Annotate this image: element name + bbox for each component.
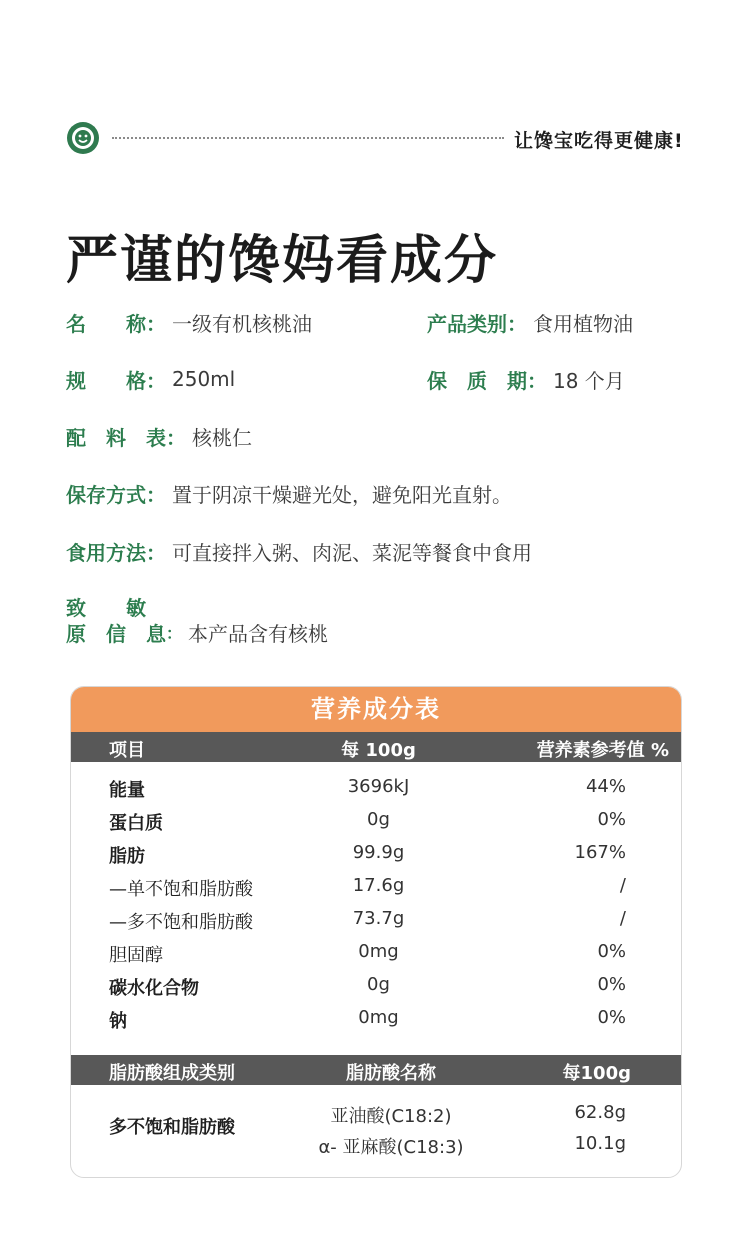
- table-row: 胆固醇 0mg 0%: [109, 941, 626, 966]
- table-row: 能量 3696kJ 44%: [109, 776, 626, 801]
- info-label: 产品类别: [427, 311, 507, 336]
- column-header: 每100g: [562, 1063, 631, 1084]
- dotted-divider: [112, 137, 504, 139]
- table-title: 营养成分表: [71, 687, 681, 732]
- column-header: 脂肪酸名称: [346, 1063, 436, 1084]
- info-label: 保 质 期: [427, 368, 527, 393]
- column-header: 每 100g: [341, 740, 416, 761]
- fatty-acid-body: [71, 1085, 681, 1178]
- info-allergen-row: 原 信 息 ： 本产品含有核桃: [66, 618, 328, 647]
- info-storage-row: 保存方式 ： 置于阴凉干燥避光处，避免阳光直射。: [66, 478, 512, 508]
- table-row: 脂肪 99.9g 167%: [109, 842, 626, 867]
- fat-category: 多不饱和脂肪酸: [109, 1117, 235, 1138]
- info-label: 规 格: [66, 368, 146, 393]
- table-row: α- 亚麻酸(C18:3) 10.1g: [318, 1133, 626, 1158]
- info-value: 置于阴凉干燥避光处，避免阳光直射。: [172, 482, 512, 507]
- info-label: 致 敏: [66, 596, 146, 620]
- info-label: 原 信 息: [66, 622, 166, 646]
- info-usage-row: 食用方法 ： 可直接拌入粥、肉泥、菜泥等餐食中食用: [66, 536, 532, 566]
- column-header: 营养素参考值 %: [536, 740, 669, 761]
- nutrition-body: [71, 762, 681, 1032]
- header: [0, 0, 750, 200]
- info-label: 名 称: [66, 311, 146, 336]
- column-header: 项目: [109, 740, 145, 761]
- info-name-row: 名 称 ： 一级有机核桃油: [66, 307, 312, 337]
- info-label: 食用方法: [66, 540, 146, 565]
- info-label: 保存方式: [66, 482, 146, 507]
- info-value: 可直接拌入粥、肉泥、菜泥等餐食中食用: [172, 540, 532, 565]
- info-value: 一级有机核桃油: [172, 311, 312, 336]
- table-row: —多不饱和脂肪酸 73.7g /: [109, 908, 626, 933]
- info-shelf-row: 保 质 期 ： 18 个月: [427, 364, 625, 394]
- smiley-face-icon: [67, 122, 99, 154]
- info-spec-row: 规 格 ： 250ml: [66, 364, 235, 394]
- table-row: 碳水化合物 0g 0%: [109, 974, 626, 999]
- nutrition-table: [70, 686, 682, 1178]
- info-value: 18 个月: [553, 368, 625, 393]
- info-label: 配 料 表: [66, 425, 166, 450]
- table-row: 钠 0mg 0%: [109, 1007, 626, 1032]
- table-header: [71, 732, 681, 762]
- info-value: 250ml: [172, 367, 236, 391]
- info-value: 食用植物油: [533, 311, 633, 336]
- info-value: 本产品含有核桃: [188, 622, 329, 646]
- info-ingredients-row: 配 料 表 ： 核桃仁: [66, 421, 252, 451]
- fatty-acid-header: [71, 1055, 681, 1085]
- table-row: 蛋白质 0g 0%: [109, 809, 626, 834]
- info-value: 核桃仁: [192, 425, 252, 450]
- column-header: 脂肪酸组成类别: [109, 1063, 235, 1084]
- info-category-row: 产品类别 ： 食用植物油: [427, 307, 633, 337]
- slogan: 让馋宝吃得更健康!: [514, 130, 684, 152]
- table-row: 亚油酸(C18:2) 62.8g: [330, 1102, 626, 1127]
- table-row: —单不饱和脂肪酸 17.6g /: [109, 875, 626, 900]
- page-title: 严谨的馋妈看成分: [66, 231, 499, 291]
